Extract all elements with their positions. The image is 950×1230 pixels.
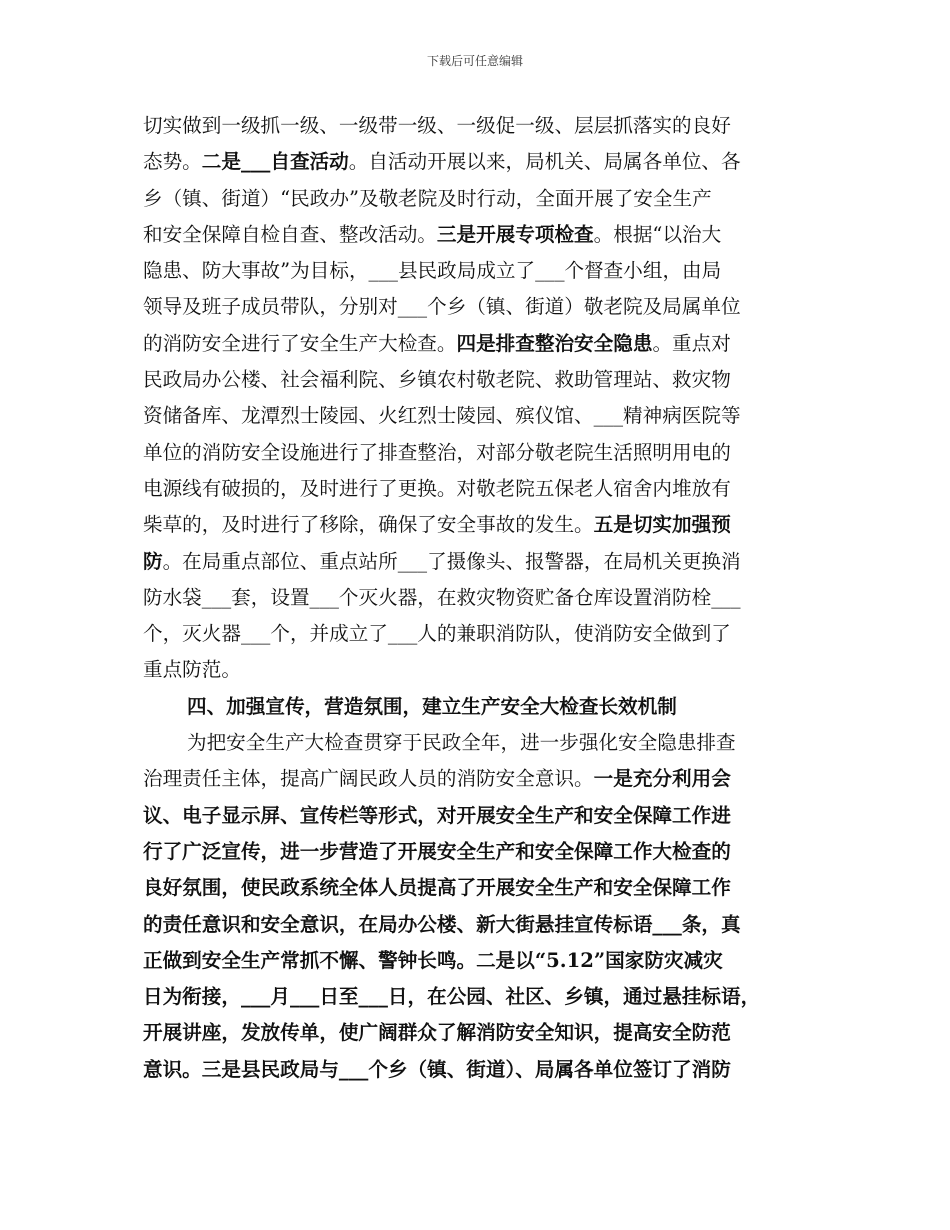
text-line — [143, 362, 813, 398]
text-run: 。自活动开展以来，局机关、局属各单位、各 — [348, 150, 741, 174]
text-run: 防水袋___套，设置___个灭火器，在救灾物资贮备仓库设置消防栓___ — [143, 585, 741, 609]
text-line — [143, 544, 813, 580]
document-body — [143, 108, 813, 1088]
bold-text-run: 四是排查整治安全隐患 — [456, 331, 653, 355]
text-line — [143, 326, 813, 362]
text-run: 单位的消防安全设施进行了排查整治，对部分敬老院生活照明用电的 — [143, 440, 731, 464]
text-line — [143, 834, 813, 870]
bold-text-run: 开展讲座，发放传单，使广阔群众了解消防安全知识，提高安全防范 — [143, 1021, 731, 1045]
text-line — [143, 943, 813, 979]
text-line — [143, 616, 813, 652]
bold-text-run: 良好氛围，使民政系统全体人员提高了开展安全生产和安全保障工作 — [143, 876, 731, 900]
text-line — [143, 181, 813, 217]
bold-text-run: 三是开展专项检查 — [436, 222, 594, 246]
bold-text-run: 二是___自查活动 — [201, 150, 349, 174]
text-line — [143, 870, 813, 906]
paragraph-inspection-activities — [143, 108, 813, 689]
text-line — [143, 253, 813, 289]
text-run: 隐患、防大事故”为目标，___县民政局成立了___个督查小组，由局 — [143, 259, 722, 283]
text-line — [143, 289, 813, 325]
text-run: 切实做到一级抓一级、一级带一级、一级促一级、层层抓落实的良好 — [143, 114, 731, 137]
text-run: 。在局重点部位、重点站所___了摄像头、报警器，在局机关更换消 — [162, 549, 741, 573]
text-run: 和安全保障自检自查、整改活动。 — [143, 222, 437, 246]
text-line — [143, 1015, 813, 1051]
text-line — [143, 1052, 813, 1088]
text-line — [143, 435, 813, 471]
text-line — [143, 507, 813, 543]
bold-text-run: 防 — [143, 549, 163, 573]
text-line — [143, 761, 813, 797]
text-run: 治理责任主体，提高广阔民政人员的消防安全意识。 — [143, 767, 594, 791]
text-run: 乡（镇、街道）“民政办”及敬老院及时行动，全面开展了安全生产 — [143, 186, 712, 210]
text-run: 。根据“以治大 — [593, 222, 722, 246]
text-run: 柴草的，及时进行了移除，确保了安全事故的发生。 — [143, 513, 594, 537]
text-run: 资储备库、龙潭烈士陵园、火红烈士陵园、殡仪馆、___精神病医院等 — [143, 404, 741, 428]
text-line — [143, 907, 813, 943]
text-line — [143, 108, 813, 144]
text-line — [143, 217, 813, 253]
text-line — [143, 652, 813, 688]
text-run: 。重点对 — [652, 331, 731, 355]
bold-text-run: 日为衔接，___月___日至___日，在公园、社区、乡镇，通过悬挂标语， — [143, 985, 761, 1009]
text-line — [143, 979, 813, 1015]
bold-text-run: 五是切实加强预 — [593, 513, 731, 537]
text-run: 重点防范。 — [143, 658, 241, 682]
bold-text-run: 议、电子显示屏、宣传栏等形式，对开展安全生产和安全保障工作进 — [143, 803, 731, 827]
page-header: 下载后可任意编辑 — [426, 54, 523, 68]
paragraph-publicity — [143, 725, 813, 1088]
bold-text-run: 意识。三是县民政局与___个乡（镇、街道）、局属各单位签订了消防 — [143, 1057, 731, 1081]
section-heading: 四、加强宣传，营造氛围，建立生产安全大检查长效机制 — [187, 694, 677, 718]
text-line — [143, 398, 813, 434]
bold-text-run: 行了广泛宣传，进一步营造了开展安全生产和安全保障工作大检查的 — [143, 839, 731, 863]
text-run: 的消防安全进行了安全生产大检查。 — [143, 331, 457, 355]
text-line — [143, 798, 813, 834]
text-line — [143, 144, 813, 180]
text-run: 为把安全生产大检查贯穿于民政全年，进一步强化安全隐患排查 — [187, 731, 736, 755]
bold-text-run: 的责任意识和安全意识，在局办公楼、新大街悬挂宣传标语___条，真 — [143, 912, 741, 936]
text-run: 个，灭火器___个，并成立了___人的兼职消防队，使消防安全做到了 — [143, 622, 731, 646]
text-run: 领导及班子成员带队，分别对___个乡（镇、街道）敬老院及局属单位 — [143, 295, 741, 319]
text-line — [143, 580, 813, 616]
text-run: 电源线有破损的，及时进行了更换。对敬老院五保老人宿舍内堆放有 — [143, 476, 731, 500]
text-run: 民政局办公楼、社会福利院、乡镇农村敬老院、救助管理站、救灾物 — [143, 368, 731, 392]
bold-text-run: 正做到安全生产常抓不懈、警钟长鸣。二是以“5.12”国家防灾减灾 — [143, 948, 723, 972]
bold-text-run: 一是充分利用会 — [593, 767, 731, 791]
text-line — [143, 471, 813, 507]
text-run: 态势。 — [143, 150, 202, 174]
text-line — [143, 725, 813, 761]
